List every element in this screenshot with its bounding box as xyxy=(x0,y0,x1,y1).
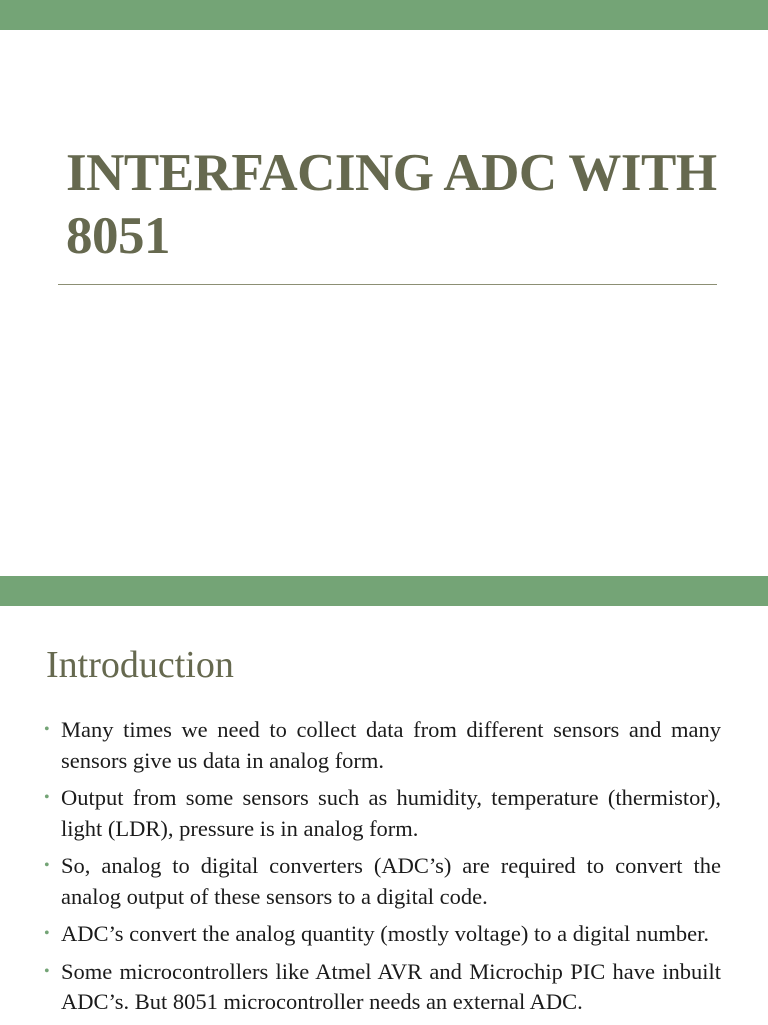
bullet-text: Some microcontrollers like Atmel AVR and Microchip PIC have inbuilt ADC’s. But 8051 microcontroller needs an external ADC. xyxy=(61,958,721,1014)
bullet-item xyxy=(44,715,721,776)
bullet-icon: • xyxy=(44,925,50,942)
title-divider xyxy=(58,284,717,285)
bullet-text: Output from some sensors such as humidity, temperature (thermistor), light (LDR), pressure is in analog form. xyxy=(61,785,721,841)
bullet-item xyxy=(44,851,721,912)
section-heading: Introduction xyxy=(46,644,234,686)
top-accent-band xyxy=(0,0,768,30)
bullet-text: So, analog to digital converters (ADC’s) are required to convert the analog output of these sensors to a digital code. xyxy=(61,853,721,909)
bullet-icon: • xyxy=(44,962,50,980)
bullet-text: Many times we need to collect data from different sensors and many sensors give us data in analog form. xyxy=(61,717,721,773)
bullet-item xyxy=(44,783,721,844)
bullet-icon: • xyxy=(44,789,50,806)
bullet-icon: • xyxy=(44,721,50,738)
slide-separator-band xyxy=(0,576,768,606)
bullet-icon: • xyxy=(44,857,50,874)
bullet-item xyxy=(44,957,721,1018)
bullet-item xyxy=(44,919,721,950)
bullet-list xyxy=(44,715,721,1025)
slide-title: INTERFACING ADC WITH 8051 xyxy=(66,144,717,265)
bullet-text: ADC’s convert the analog quantity (mostly voltage) to a digital number. xyxy=(61,921,709,946)
